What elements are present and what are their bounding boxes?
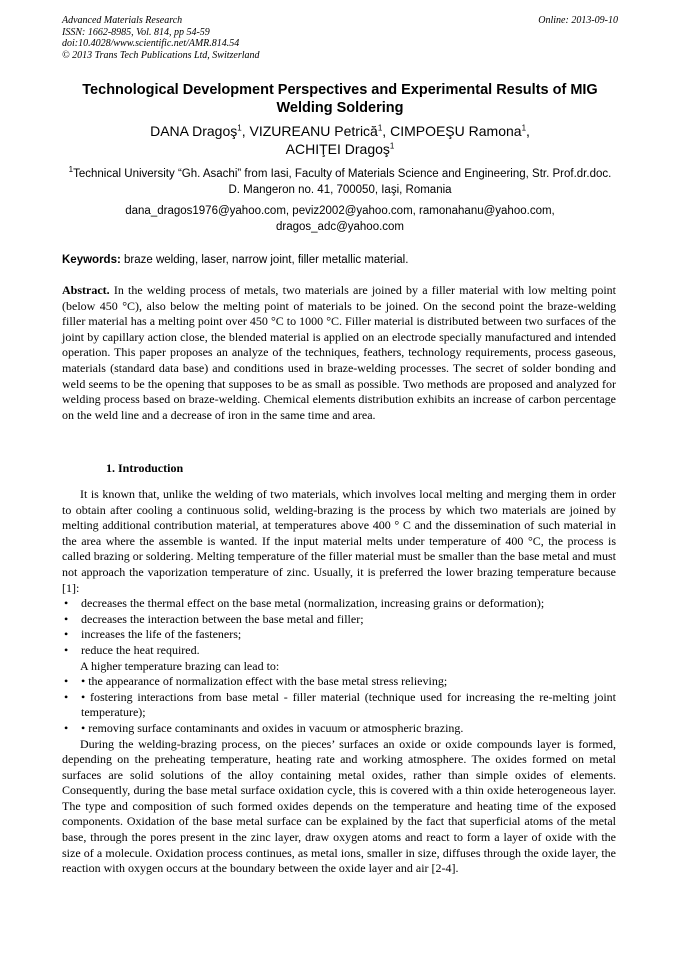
author-name: ACHIŢEI Dragoş [285, 141, 390, 157]
bullet-icon: • [64, 596, 69, 611]
bullet-icon: • [64, 642, 69, 657]
affiliation [62, 166, 618, 198]
keywords [62, 252, 618, 268]
abstract-text: In the welding process of metals, two materials are joined by a filler material with low melting point (below 450 °C), also below the melting point of materials to be joined. On the second point the braze-welding filler material has a melting point over 450 °C to 1000 °C. Filler material is distributed between two surfaces of the joint by capillary action close, the blended material is applied on an electrode specially manufactured and intended operation. This paper proposes an analyze of the techniques, feathers, technology requirements, process gaseous, materials (standard data base) and conditions used in braze-welding processes. The secret of solder bonding and weld seems to be the opening that supposes to be as small as possible. Two methods are proposed and analyzed for welding process based on braze-welding. Chemical elements distribution exhibits an increase of carbon percentage on the weld line and a decrease of iron in the same time and area. [62, 283, 616, 422]
bullet-list [62, 596, 616, 658]
bullet-icon: • [64, 611, 69, 626]
author-emails: dana_dragos1976@yahoo.com, peviz2002@yahoo.com, ramonahanu@yahoo.com, dragos_adc@yahoo.com [125, 205, 555, 233]
author-list: DANA Dragoş$^1$, VIZUREANU Petrică$^1$, CIMPOEŞU Ramona$^1$, ACHIŢEI Dragoş$^1$ [150, 123, 530, 157]
doi-line: doi:10.4028/www.scientific.net/AMR.814.54 [62, 38, 240, 49]
affiliation-mark: 1 [68, 165, 74, 175]
paragraph: It is known that, unlike the welding of two materials, which involves local melting and merging them in order to obtain after cooling a continuous solid, welding-brazing is the process by which two materials are joined by melting additional contribution material, at temperatures above 400 ° C and the dissemination of such material in the area where the assemble is wanted. If the input material melts under temperature of 400 °C, the process is called brazing or soldering. Melting temperature of the filler material must be smaller than the base metal and must not approach the vaporization temperature of zinc. Usually, it is preferred the lower brazing temperature because [1]: [62, 487, 616, 595]
author-name: CIMPOEŞU Ramona [390, 123, 522, 139]
list-item: • • removing surface contaminants and oxides in vacuum or atmospheric brazing. [64, 720, 464, 735]
list-item: • • fostering interactions from base metal - filler material (technique used for increasing the re-melting joint temperature); [64, 689, 616, 720]
list-item: • reduce the heat required. [64, 642, 200, 657]
online-date: Online: 2013-09-10 [538, 15, 618, 26]
section-heading-introduction: 1. Introduction [106, 461, 184, 475]
author-affiliation-mark: 1 [521, 123, 527, 133]
copyright-line: © 2013 Trans Tech Publications Ltd, Switzerland [62, 49, 260, 61]
author-name: VIZUREANU Petrică [249, 123, 378, 139]
paper-title: Technological Development Perspectives and Experimental Results of MIG Welding Soldering [82, 82, 598, 116]
bullet-list [62, 674, 616, 736]
bullet-icon: • [64, 627, 69, 642]
issn-line: ISSN: 1662-8985, Vol. 814, pp 54-59 [62, 26, 210, 38]
list-item: • • the appearance of normalization effect with the base metal stress relieving; [64, 674, 448, 689]
abstract [62, 283, 616, 423]
bullet-icon: • [64, 689, 69, 704]
list-item: • increases the life of the fasteners; [64, 627, 242, 642]
keywords-text: braze welding, laser, narrow joint, filler metallic material. [120, 254, 409, 266]
paragraph: A higher temperature brazing can lead to: [80, 658, 280, 673]
keywords-label: Keywords: [62, 254, 121, 266]
author-affiliation-mark: 1 [389, 141, 395, 151]
bullet-icon: • [64, 674, 69, 689]
journal-name: Advanced Materials Research [62, 15, 183, 26]
author-affiliation-mark: 1 [377, 123, 383, 133]
introduction-body [62, 487, 616, 877]
author-affiliation-mark: 1 [237, 123, 242, 133]
paragraph: During the welding-brazing process, on the pieces’ surfaces an oxide or oxide compounds layer is formed, depending on the preheating temperature, heating rate and working atmosphere. The oxides formed on metal surfaces are solid solutions of the alloy containing metal oxides, rather than simple oxides of elements. Consequently, during the base metal surface oxidation cycle, this is covered with a thin oxide heterogeneous layer. The type and composition of such formed oxides depends on the temperature and heating time of the exposed components. Oxidation of the base metal surface can be explained by the fact that superficial atoms of the metal base, through the pores present in the zinc layer, draw oxygen atoms and react to form a layer of oxide with the size of a molecule. Oxidation process continues, as metal ions, smaller in size, diffuses through the oxide layer, the reaction with oxygen occurs at the boundary between the oxide layer and air [2-4]. [62, 736, 616, 876]
affiliation-text: Technical University “Gh. Asachi” from Iasi, Faculty of Materials Science and Engineering, Str. Prof.dr.doc. D. Mangeron no. 41, 700050, Iaşi, Romania [73, 168, 612, 196]
bullet-icon: • [64, 720, 69, 735]
author-name: DANA Dragoş [150, 123, 238, 139]
journal-header [62, 15, 618, 61]
list-item: • decreases the thermal effect on the base metal (normalization, increasing grains or deformation); [64, 596, 545, 611]
abstract-label: Abstract. [62, 283, 110, 297]
list-item: • decreases the interaction between the base metal and filler; [64, 611, 364, 626]
